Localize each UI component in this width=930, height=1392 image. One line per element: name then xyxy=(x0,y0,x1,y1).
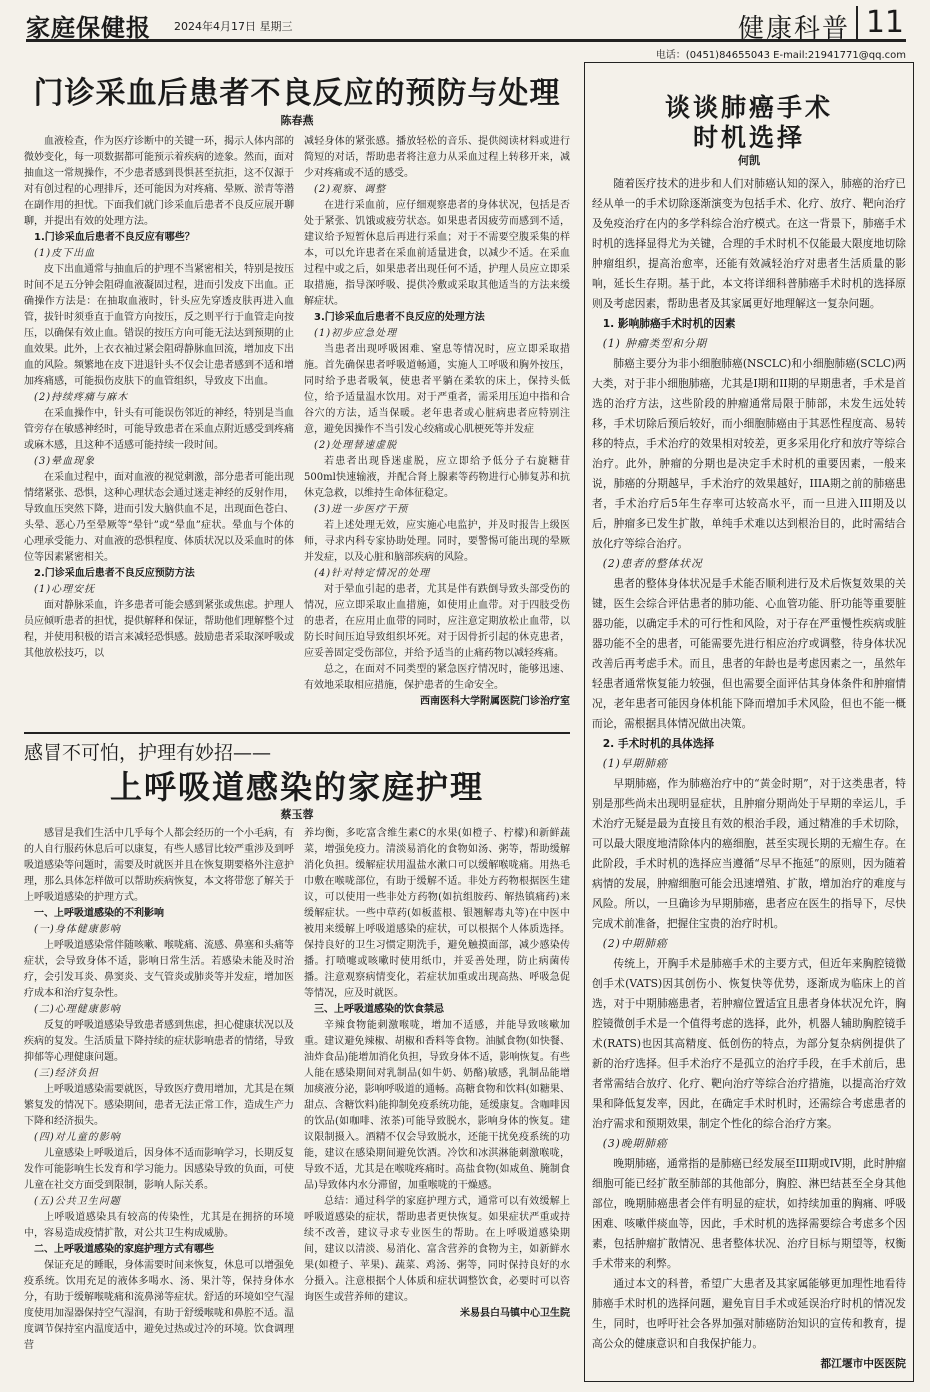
article2-title: 上呼吸道感染的家庭护理 xyxy=(109,768,484,806)
section-heading: 1.门诊采血后患者不良反应有哪些？ xyxy=(34,232,195,243)
paragraph: 上呼吸道感染常伴随咳嗽、喉咙痛、流感、鼻塞和头痛等症状，会导致身体不适，影响日常生活。若感染未能及时治疗，会引发耳炎、鼻窦炎、支气管炎或肺炎等并发症，增加医疗成本和治疗复杂性。 xyxy=(24,940,294,999)
paragraph: 儿童感染上呼吸道后，因身体不适而影响学习，长期反复发作可能影响生长发育和学习能力。因感染导致的负面，可使儿童在社交方面受到限制，影响人际关系。 xyxy=(24,1148,294,1191)
paragraph: 若患者出现昏迷虚脱，应立即给予低分子右旋糖苷500ml快速输液，并配合肾上腺素等药物进行心肺复苏和抗休克急救，以维持生命体征稳定。 xyxy=(304,456,570,499)
section-heading: 1. 影响肺癌手术时机的因素 xyxy=(602,317,736,330)
subsection-heading: (1)初步应急处理 xyxy=(314,328,398,339)
article3-column xyxy=(592,174,906,1378)
subsection-heading: (4)针对特定情况的处理 xyxy=(314,568,431,579)
page-number: 11 xyxy=(856,6,904,40)
subsection-heading: (2)中期肺癌 xyxy=(602,937,668,950)
subsection-heading: (1)皮下出血 xyxy=(34,248,96,259)
subsection-heading: (2)患者的整体状况 xyxy=(602,557,703,570)
author-affiliation: 米易县白马镇中心卫生院 xyxy=(460,1308,570,1319)
section-heading: 三、上呼吸道感染的饮食禁忌 xyxy=(314,1004,444,1015)
paragraph: 上呼吸道感染需要就医，导致医疗费用增加，尤其是在频繁复发的情况下。感染期间，患者无法正常工作，造成生产力下降和经济损失。 xyxy=(24,1084,294,1127)
article1-author: 陈春燕 xyxy=(280,114,314,127)
subsection-heading: (四)对儿童的影响 xyxy=(34,1132,121,1143)
section-heading: 2.门诊采血后患者不良反应预防方法 xyxy=(34,568,195,579)
paragraph: 传统上，开胸手术是肺癌手术的主要方式，但近年来胸腔镜微创手术(VATS)因其创伤小、恢复快等优势，逐渐成为临床上的首选，对于中期肺癌患者，若肿瘤位置适宜且患者身体状况允许，胸腔镜微创手术是一个值得考虑的选择，此外，机器人辅助胸腔镜手术(RATS)也因其高精度、低创伤的特点，为部分复杂病例提供了新的治疗选择。但手术治疗不是孤立的治疗手段，在手术前后，患者常需结合放疗、化疗、靶向治疗等综合治疗措施，以提高治疗效果和降低复发率，因此，在确定手术时机时，还需综合考虑患者的治疗需求和预期效果，制定个性化的综合治疗方案。 xyxy=(592,957,906,1130)
paragraph: 总之，在面对不同类型的紧急医疗情况时，能够迅速、有效地采取相应措施，保护患者的生命安全。 xyxy=(304,664,570,691)
paragraph: 感冒是我们生活中几乎每个人都会经历的一个小毛病，有的人自行服药休息后可以康复，有些人感冒比较严重涉及到呼吸道感染等问题时，需要及时就医并且在恢复期要格外注意护理，那么具体怎样做可以帮助疾病恢复，本文将带您了解关于上呼吸道感染的护理方式。 xyxy=(24,828,294,903)
subsection-heading: (1)心理安抚 xyxy=(34,584,96,595)
paragraph: 在采血操作中，针头有可能误伤邻近的神经，特别是当血管旁存在敏感神经时，可能导致患者在采血点附近感受到疼痛或麻木感，且这种不适感可能持续一段时间。 xyxy=(24,408,294,451)
author-affiliation: 都江堰市中医医院 xyxy=(820,1357,906,1370)
issue-date: 2024年4月17日 星期三 xyxy=(174,20,293,33)
paragraph: 若上述处理无效，应实施心电监护，并及时报告上级医师，寻求内科专家协助处理。同时，要警惕可能出现的晕厥并发症，以及心脏和脑部疾病的风险。 xyxy=(304,520,570,563)
subsection-heading: (2)处理替速虚脱 xyxy=(314,440,398,451)
author-affiliation: 西南医科大学附属医院门诊治疗室 xyxy=(420,696,570,707)
section-heading: 3.门诊采血后患者不良反应的处理方法 xyxy=(314,312,485,323)
paragraph: 血液检查，作为医疗诊断中的关键一环，揭示人体内部的微妙变化，每一项数据都可能预示着疾病的迹象。然而，面对抽血这一常规操作，不少患者感到畏惧甚至抗拒，这不仅源于对有创过程的心理排斥，还可能因为对疼痛、晕厥、淤青等潜在副作用的担忧。下面我们就门诊采血后患者不良反应展开聊聊，并提出有效的处理方法。 xyxy=(24,136,294,227)
subsection-heading: (3)晚期肺癌 xyxy=(602,1137,668,1150)
article2-column-2 xyxy=(304,826,570,1382)
section-heading: 二、上呼吸道感染的家庭护理方式有哪些 xyxy=(34,1244,214,1255)
paragraph: 随着医疗技术的进步和人们对肺癌认知的深入，肺癌的治疗已经从单一的手术切除逐渐演变为包括手术、化疗、放疗、靶向治疗及免疫治疗在内的多学科综合治疗模式。在这一背景下，肺癌手术时机的选择显得尤为关键，合理的手术时机不仅能最大限度地切除肿瘤组织，提高治愈率，还能有效减轻治疗对患者生活质量的影响，延长生存期。基于此，本文将详细科普肺癌手术时机的选择原则及考虑因素，帮助患者及其家属更好地理解这一复杂问题。 xyxy=(592,177,906,310)
section-heading: 一、上呼吸道感染的不利影响 xyxy=(34,908,164,919)
article3-title-line1: 谈谈肺癌手术 xyxy=(664,93,833,122)
paragraph: 患者的整体身体状况是手术能否顺利进行及术后恢复效果的关键，医生会综合评估患者的肺功能、心血管功能、肝功能等重要脏器功能，以确定手术的可行性和风险，对于存在严重慢性疾病或脏器功能不全的患者，可能需要先进行相应治疗或调整，待身体状况改善后再考虑手术。而且，患者的年龄也是考虑因素之一，虽然年轻患者通常恢复能力较强，但也需要全面评估其身体条件和肿瘤情况，老年患者可能因身体机能下降而增加手术风险，但也不能一概而论，需根据具体情况做出决策。 xyxy=(592,577,906,730)
subsection-heading: (五)公共卫生问题 xyxy=(34,1196,121,1207)
contact-line: 电话：(0451)84655043 E-mail:21941771@qq.com xyxy=(655,50,906,61)
paragraph: 晚期肺癌，通常指的是肺癌已经发展至III期或IV期，此时肿瘤细胞可能已经扩散至肺部的其他部分，胸腔、淋巴结甚至全身其他部位，晚期肺癌患者会伴有明显的症状，如持续加重的胸痛、呼吸困难、咳嗽伴痰血等，因此，手术时机的选择需要综合考虑多个因素，包括肿瘤扩散情况、患者整体状况、治疗目标与期望等，权衡手术带来的利弊。 xyxy=(592,1157,906,1270)
paragraph: 对于晕血引起的患者，尤其是伴有跌倒导致头部受伤的情况，应立即采取止血措施，如使用止血带。对于四肢受伤的患者，在应用止血带的同时，应注意定期放松止血带，以防长时间压迫导致组织坏死。对于因骨折引起的休克患者，应妥善固定受伤部位，并给予适当的止痛药物以减轻疼痛。 xyxy=(304,584,570,659)
paragraph: 养均衡，多吃富含维生素C的水果(如橙子、柠檬)和新鲜蔬菜，增强免疫力。清淡易消化的食物如汤、粥等，帮助缓解消化负担。缓解症状用温盐水漱口可以缓解喉咙痛。用热毛巾敷在喉咙部位，有助于缓解不适。非处方药物根据医生建议，可以使用一些非处方药物(如抗组胺药、解热镇痛药)来缓解症状。一些中草药(如板蓝根、银翘解毒丸等)在中医中被用来缓解上呼吸道感染的症状，可以根据个人体质选择。保持良好的卫生习惯定期洗手，避免触摸面部，减少感染传播。打喷嚏或咳嗽时使用纸巾，并妥善处理，防止病菌传播。注意观察病情变化，若症状加重或出现高热、呼吸急促等情况，应及时就医。 xyxy=(304,828,570,999)
paragraph: 在采血过程中，面对血液的视觉刺激，部分患者可能出现情绪紧张、恐惧，这种心理状态会通过迷走神经的反射作用，导致血压突然下降，进而引发大脑供血不足，出现面色苍白、头晕、恶心乃至晕厥等“晕针”或“晕血”症状。晕血与个体的心理承受能力、对血液的恐惧程度、体质状况以及采血时的体位等因素紧密相关。 xyxy=(24,472,294,563)
paragraph: 反复的呼吸道感染导致患者感到焦虑，担心健康状况以及疾病的复发。生活质量下降持续的症状影响患者的情绪，导致抑郁等心理健康问题。 xyxy=(24,1020,294,1063)
subsection-heading: (3)进一步医疗干预 xyxy=(314,504,409,515)
article1-title: 门诊采血后患者不良反应的预防与处理 xyxy=(33,76,561,111)
paragraph: 早期肺癌，作为肺癌治疗中的“黄金时期”，对于这类患者，特别是那些尚未出现明显症状，且肿瘤分期尚处于早期的幸运儿，手术治疗无疑是最为直接且有效的根治手段，通过精准的手术切除，可以最大限度地清除体内的癌细胞，甚至实现长期的无瘤生存。在此阶段，手术时机的选择应当遵循“尽早不拖延”的原则，因为随着病情的发展，肿瘤细胞可能会迅速增殖、扩散，增加治疗的难度与风险。所以，一旦确诊为早期肺癌，患者应在医生的指导下，尽快完成术前准备，把握住宝贵的治疗时机。 xyxy=(592,777,906,930)
paragraph: 当患者出现呼吸困难、窒息等情况时，应立即采取措施。首先确保患者呼吸道畅通，实施人工呼吸和胸外按压，同时给予患者吸氧，使患者平躺在柔软的床上，保持头低位，给予适量温水饮用。对于严重者，需采用压迫中指和合谷穴的方法，适当保暖。老年患者或心脏病患者应特别注意，避免因操作不当引发心绞痛或心肌梗死等并发症 xyxy=(304,344,570,435)
subsection-heading: (二)心理健康影响 xyxy=(34,1004,121,1015)
article1-column-2 xyxy=(304,134,570,728)
subsection-heading: (3)晕血现象 xyxy=(34,456,96,467)
section-heading: 2. 手术时机的具体选择 xyxy=(602,737,715,750)
subsection-heading: (三)经济负担 xyxy=(34,1068,99,1079)
subsection-heading: (1)早期肺癌 xyxy=(602,757,668,770)
subsection-heading: (一)身体健康影响 xyxy=(34,924,121,935)
article1-column-1 xyxy=(24,134,294,728)
article2-kicker: 感冒不可怕，护理有妙招—— xyxy=(24,742,272,764)
paragraph: 面对静脉采血，许多患者可能会感到紧张或焦虑。护理人员应倾听患者的担忧，提供解释和保证，帮助他们理解整个过程，并使用积极的语言来减轻恐惧感。鼓励患者采取深呼吸或其他放松技巧，以 xyxy=(24,600,294,659)
article2-column-1 xyxy=(24,826,294,1382)
paragraph: 上呼吸道感染具有较高的传染性，尤其是在拥挤的环境中，容易造成疫情扩散，对公共卫生构成威胁。 xyxy=(24,1212,294,1239)
article-divider xyxy=(24,732,570,734)
paragraph: 通过本文的科普，希望广大患者及其家属能够更加理性地看待肺癌手术时机的选择问题，避免盲目手术或延误治疗时机的情况发生，同时，也呼吁社会各界加强对肺癌防治知识的宣传和教育，提高公众的健康意识和自我保护能力。 xyxy=(592,1277,906,1350)
subsection-heading: (2)持续疼痛与麻木 xyxy=(34,392,129,403)
newspaper-name: 家庭保健报 xyxy=(26,14,151,42)
paragraph: 减轻身体的紧张感。播放轻松的音乐、提供阅读材料或进行简短的对话，帮助患者将注意力从采血过程上转移开来，减少对疼痛或不适的感受。 xyxy=(304,136,570,179)
paragraph: 皮下出血通常与抽血后的护理不当紧密相关，特别是按压时间不足五分钟会阻碍血液凝固过程，进而引发皮下出血。正确操作方法是：在抽取血液时，针头应先穿透皮肤再进入血管，拔针时须垂直于血管方向按压，反之则平行于血管走向按压，以确保有效止血。错误的按压方向可能无法达到预期的止血效果。此外，上衣衣袖过紧会阻碍静脉血回流，增加皮下出血的风险。频繁地在皮下进退针头不仅会让患者感到不适和增加疼痛感，可能损伤皮肤下的血管组织，导致皮下出血。 xyxy=(24,264,294,387)
subsection-heading: (2)观察、调整 xyxy=(314,184,387,195)
paragraph: 肺癌主要分为非小细胞肺癌(NSCLC)和小细胞肺癌(SCLC)两大类，对于非小细胞肺癌，尤其是I期和II期的早期患者，手术是首选的治疗方法，这些阶段的肿瘤通常局限于肺部，未发生远处转移，手术切除后预后较好，而小细胞肺癌由于其恶性程度高、易转移的特点，手术治疗的效果相对较差，更多采用化疗和放疗等综合治疗。此外，肿瘤的分期也是决定手术时机的重要因素，一般来说，肺癌的分期越早，手术治疗的效果越好，IIIA期之前的肺癌患者，手术治疗后5年生存率可达较高水平，而一旦进入III期及以后，肿瘤多已发生扩散，单纯手术难以达到根治目的，此时需结合放化疗等综合治疗。 xyxy=(592,357,906,550)
article3-title-line2: 时机选择 xyxy=(692,123,805,152)
subsection-heading: (1) 肿瘤类型和分期 xyxy=(602,337,708,350)
masthead xyxy=(26,6,906,42)
paragraph: 在进行采血前，应仔细观察患者的身体状况，包括是否处于紧张、饥饿或疲劳状态。如果患者因疲劳而感到不适，建议给予短暂休息后再进行采血；对于不需要空腹采集的样本，可以允许患者在采血前适量进食，以减少不适。在采血过程中或之后，如果患者出现任何不适，护理人员应立即采取措施，指导深呼吸、提供冷敷或采取其他适当的方法来缓解症状。 xyxy=(304,200,570,307)
article2-author: 蔡玉蓉 xyxy=(280,808,314,821)
paragraph: 辛辣食物能刺激喉咙，增加不适感，并能导致咳嗽加重。建议避免辣椒、胡椒和香料等食物。油腻食物(如快餐、油炸食品)能增加消化负担，导致身体不适，影响恢复。有些人能在感染期间对乳制品(如牛奶、奶酪)敏感，乳制品能增加痰液分泌，影响呼吸道的通畅。高糖食物和饮料(如糖果、甜点、含糖饮料)能抑制免疫系统功能，延缓康复。含咖啡因的饮品(如咖啡、浓茶)可能导致脱水，影响身体的恢复。建议限制摄入。酒精不仅会导致脱水，还能干扰免疫系统的功能，建议在感染期间避免饮酒。冷饮和冰淇淋能刺激喉咙，导致不适，尤其是在喉咙疼痛时。高盐食物(如咸鱼、腌制食品)导致体内水分滞留，加重喉咙的干燥感。 xyxy=(304,1020,570,1191)
paragraph: 保证充足的睡眠，身体需要时间来恢复，休息可以增强免疫系统。饮用充足的液体多喝水、汤、果汁等，保持身体水分，有助于缓解喉咙痛和流鼻涕等症状。舒适的环境如空气湿度使用加湿器保持空气湿润，有助于舒缓喉咙和鼻腔不适。温度调节保持室内温度适中，避免过热或过冷的环境。饮食调理营 xyxy=(24,1260,294,1351)
section-title: 健康科普 xyxy=(737,14,850,44)
paragraph: 总结：通过科学的家庭护理方式，通常可以有效缓解上呼吸道感染的症状，帮助患者更快恢复。如果症状严重或持续不改善，建议寻求专业医生的帮助。在上呼吸道感染期间，建议以清淡、易消化、富含营养的食物为主，如新鲜水果(如橙子、苹果)、蔬菜、鸡汤、粥等，同时保持良好的水分摄入。注意根据个人体质和症状调整饮食，必要时可以咨询医生或营养师的建议。 xyxy=(304,1196,570,1303)
article3-author: 何凯 xyxy=(738,154,760,167)
